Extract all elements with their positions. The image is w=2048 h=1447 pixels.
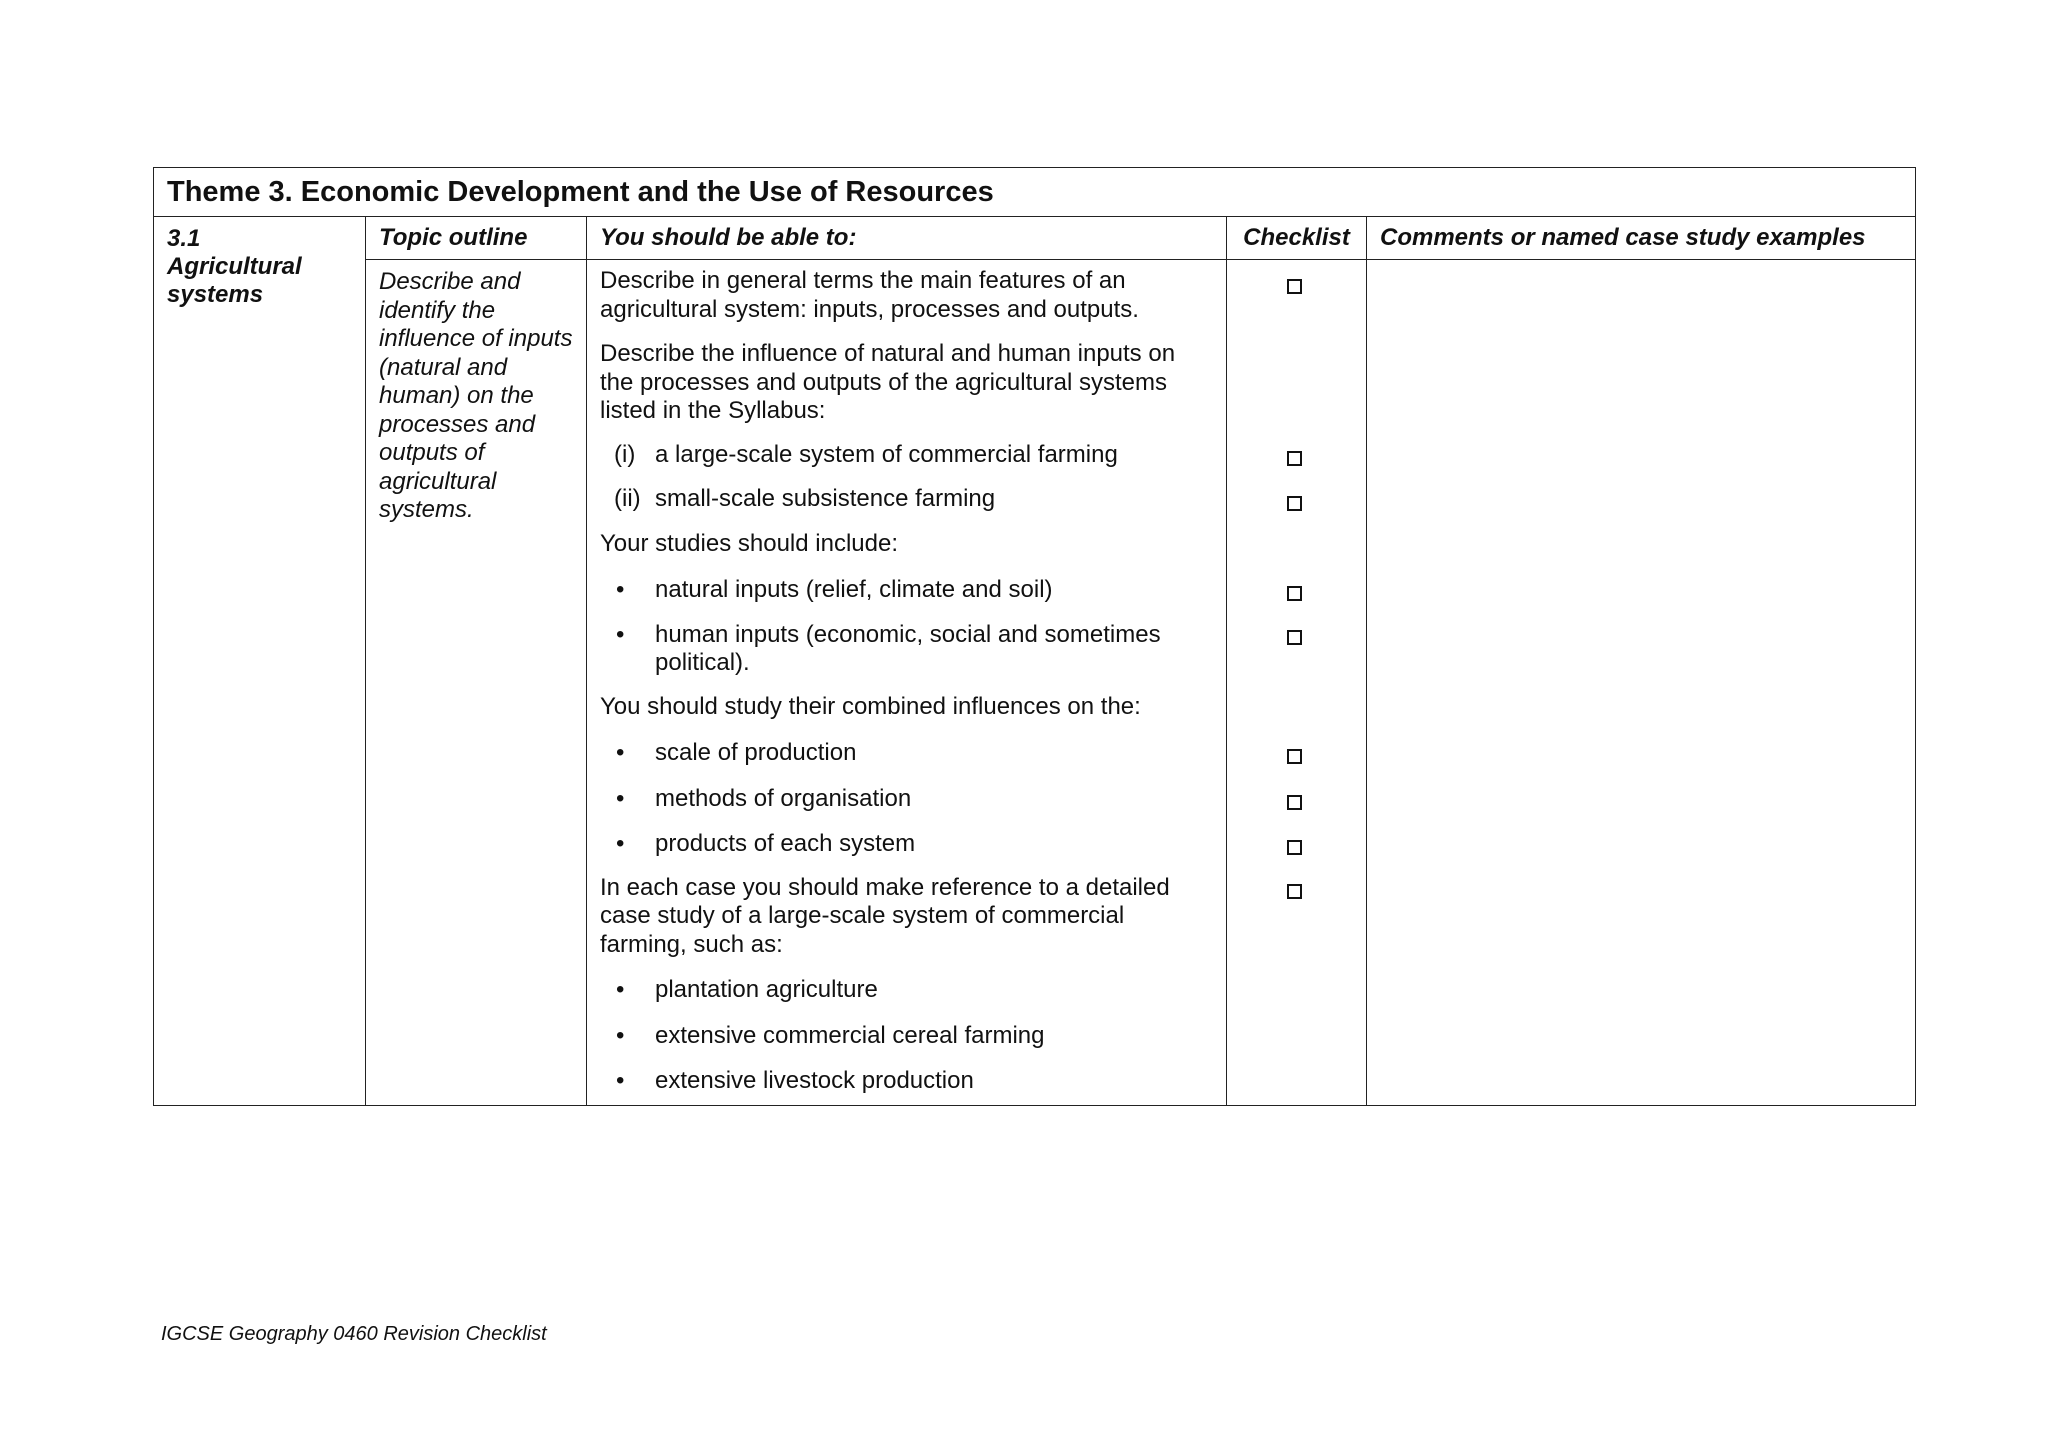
bullet-marker: • xyxy=(616,976,625,1003)
header-comments: Comments or named case study examples xyxy=(1367,217,1916,260)
checkbox[interactable] xyxy=(1287,840,1302,855)
objective-item xyxy=(600,976,1213,1005)
checkbox[interactable] xyxy=(1287,279,1302,294)
objective-text: In each case you should make reference to a detailed case study of a large-scale system of commercial farming, such as: xyxy=(600,873,1170,958)
objective-text: Describe in general terms the main features of an agricultural system: inputs, processes and outputs. xyxy=(600,267,1139,323)
header-checklist: Checklist xyxy=(1227,217,1367,260)
objective-text: scale of production xyxy=(655,739,857,766)
objective-item xyxy=(600,1067,1213,1096)
objective-item xyxy=(600,485,1213,514)
header-topic-outline: Topic outline xyxy=(366,217,587,260)
objective-text: small-scale subsistence farming xyxy=(655,485,996,512)
theme-title: Theme 3. Economic Development and the Use of Resources xyxy=(154,168,1916,217)
bullet-marker: • xyxy=(616,784,625,812)
objectives-cell xyxy=(587,260,1227,1106)
objective-text: Describe the influence of natural and human inputs on the processes and outputs of the agricultural systems listed in the Syllabus: xyxy=(600,340,1176,424)
header-able-to: You should be able to: xyxy=(587,217,1227,260)
objective-text: Your studies should include: xyxy=(600,529,898,557)
objective-item xyxy=(600,576,1213,605)
objective-item xyxy=(600,785,1213,814)
checklist-cell xyxy=(1227,260,1367,1106)
section-number: 3.1 xyxy=(167,225,201,252)
objective-text: extensive commercial cereal farming xyxy=(655,1021,1045,1049)
topic-outline-text: Describe and identify the influence of inputs (natural and human) on the processes and outputs of agricultural systems. xyxy=(366,260,587,1106)
objective-item xyxy=(600,739,1213,768)
objective-item xyxy=(600,530,1213,559)
objective-item xyxy=(600,874,1213,960)
objective-item xyxy=(600,621,1213,678)
checkbox[interactable] xyxy=(1287,496,1302,511)
bullet-marker: • xyxy=(616,830,625,857)
item-marker: (ii) xyxy=(614,485,641,512)
revision-checklist-table xyxy=(153,167,1916,1106)
checkbox[interactable] xyxy=(1287,795,1302,810)
objective-text: extensive livestock production xyxy=(655,1067,974,1094)
checkbox[interactable] xyxy=(1287,586,1302,601)
objective-text: plantation agriculture xyxy=(655,976,878,1003)
page-footer: IGCSE Geography 0460 Revision Checklist xyxy=(161,1323,547,1345)
bullet-marker: • xyxy=(616,576,625,603)
bullet-marker: • xyxy=(616,620,625,648)
checkbox[interactable] xyxy=(1287,749,1302,764)
section-title: Agricultural systems xyxy=(167,253,302,308)
section-cell xyxy=(154,217,366,1106)
comments-cell[interactable] xyxy=(1367,260,1916,1106)
objective-item xyxy=(600,441,1213,470)
objective-item xyxy=(600,693,1213,722)
item-marker: (i) xyxy=(614,440,636,468)
objective-text: human inputs (economic, social and sometimes political). xyxy=(655,620,1161,676)
objective-item xyxy=(600,340,1213,426)
objective-text: You should study their combined influences on the: xyxy=(600,692,1141,720)
checkbox[interactable] xyxy=(1287,630,1302,645)
objective-text: a large-scale system of commercial farming xyxy=(655,440,1118,468)
bullet-marker: • xyxy=(616,739,625,766)
objective-item xyxy=(600,830,1213,859)
objective-text: natural inputs (relief, climate and soil) xyxy=(655,576,1053,603)
objective-item xyxy=(600,1022,1213,1051)
bullet-marker: • xyxy=(616,1021,625,1049)
objective-text: methods of organisation xyxy=(655,784,912,812)
checkbox[interactable] xyxy=(1287,451,1302,466)
bullet-marker: • xyxy=(616,1067,625,1094)
checkbox[interactable] xyxy=(1287,884,1302,899)
objective-text: products of each system xyxy=(655,830,916,857)
objective-item xyxy=(600,267,1213,324)
